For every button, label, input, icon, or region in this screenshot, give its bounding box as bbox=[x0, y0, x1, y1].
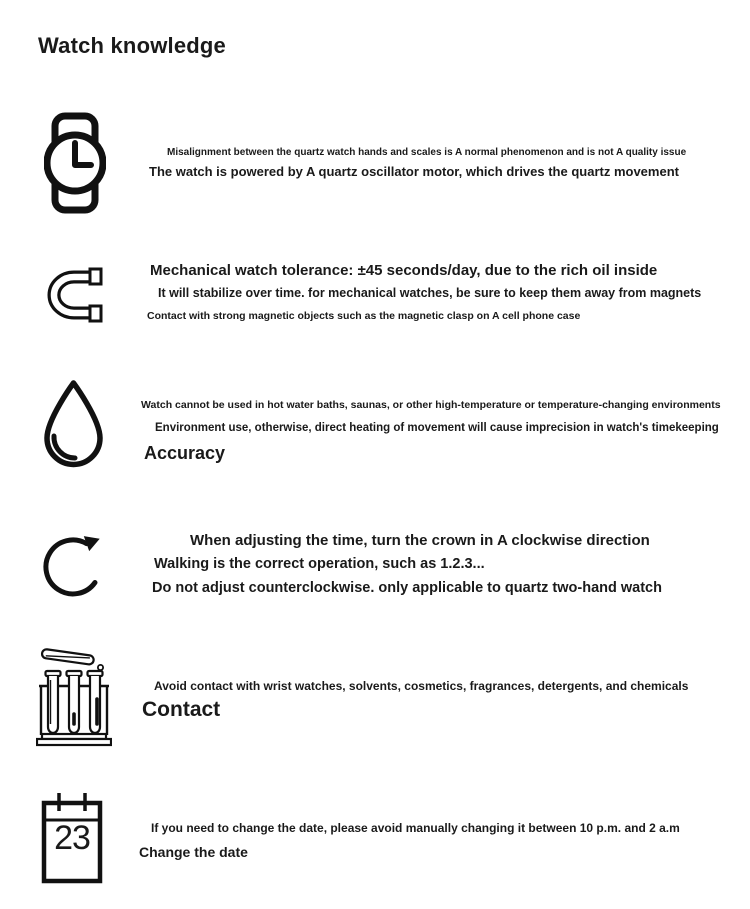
section-note-line: Misalignment between the quartz watch hands and scales is A normal phenomenon and is not A quality issue bbox=[167, 147, 687, 158]
section-heading: Contact bbox=[142, 698, 221, 721]
section-sub-line: It will stabilize over time. for mechanical watches, be sure to keep them away from magnets bbox=[158, 286, 702, 300]
section-main-line: Mechanical watch tolerance: ±45 seconds/day, due to the rich oil inside bbox=[150, 262, 658, 279]
clockwise-arrow-icon bbox=[42, 523, 109, 605]
magnet-icon bbox=[42, 265, 106, 325]
section-main-line: When adjusting the time, turn the crown in A clockwise direction bbox=[190, 532, 650, 549]
section-main-line: Do not adjust counterclockwise. only applicable to quartz two-hand watch bbox=[152, 580, 662, 596]
section-sub-line: If you need to change the date, please avoid manually changing it between 10 p.m. and 2 a.m bbox=[151, 821, 680, 835]
page-title: Watch knowledge bbox=[38, 33, 226, 58]
water-drop-icon bbox=[42, 380, 105, 469]
section-note-line: Contact with strong magnetic objects such as the magnetic clasp on A cell phone case bbox=[147, 310, 581, 322]
calendar-icon bbox=[40, 791, 104, 885]
section-sub-line: Avoid contact with wrist watches, solvents, cosmetics, fragrances, detergents, and chemicals bbox=[154, 679, 689, 693]
section-heading: Accuracy bbox=[144, 443, 226, 463]
test-tubes-icon bbox=[36, 644, 112, 748]
section-heading: Change the date bbox=[139, 844, 248, 860]
calendar-day-number: 23 bbox=[54, 819, 90, 857]
section-note-line: Watch cannot be used in hot water baths, saunas, or other high-temperature or temperature-changing environments bbox=[141, 399, 721, 411]
section-main-line: Walking is the correct operation, such as 1.2.3... bbox=[154, 556, 485, 572]
section-main-line: The watch is powered by A quartz oscillator motor, which drives the quartz movement bbox=[149, 164, 679, 179]
watch-icon bbox=[44, 112, 106, 214]
section-sub-line: Environment use, otherwise, direct heating of movement will cause imprecision in watch's timekeeping bbox=[155, 422, 719, 434]
